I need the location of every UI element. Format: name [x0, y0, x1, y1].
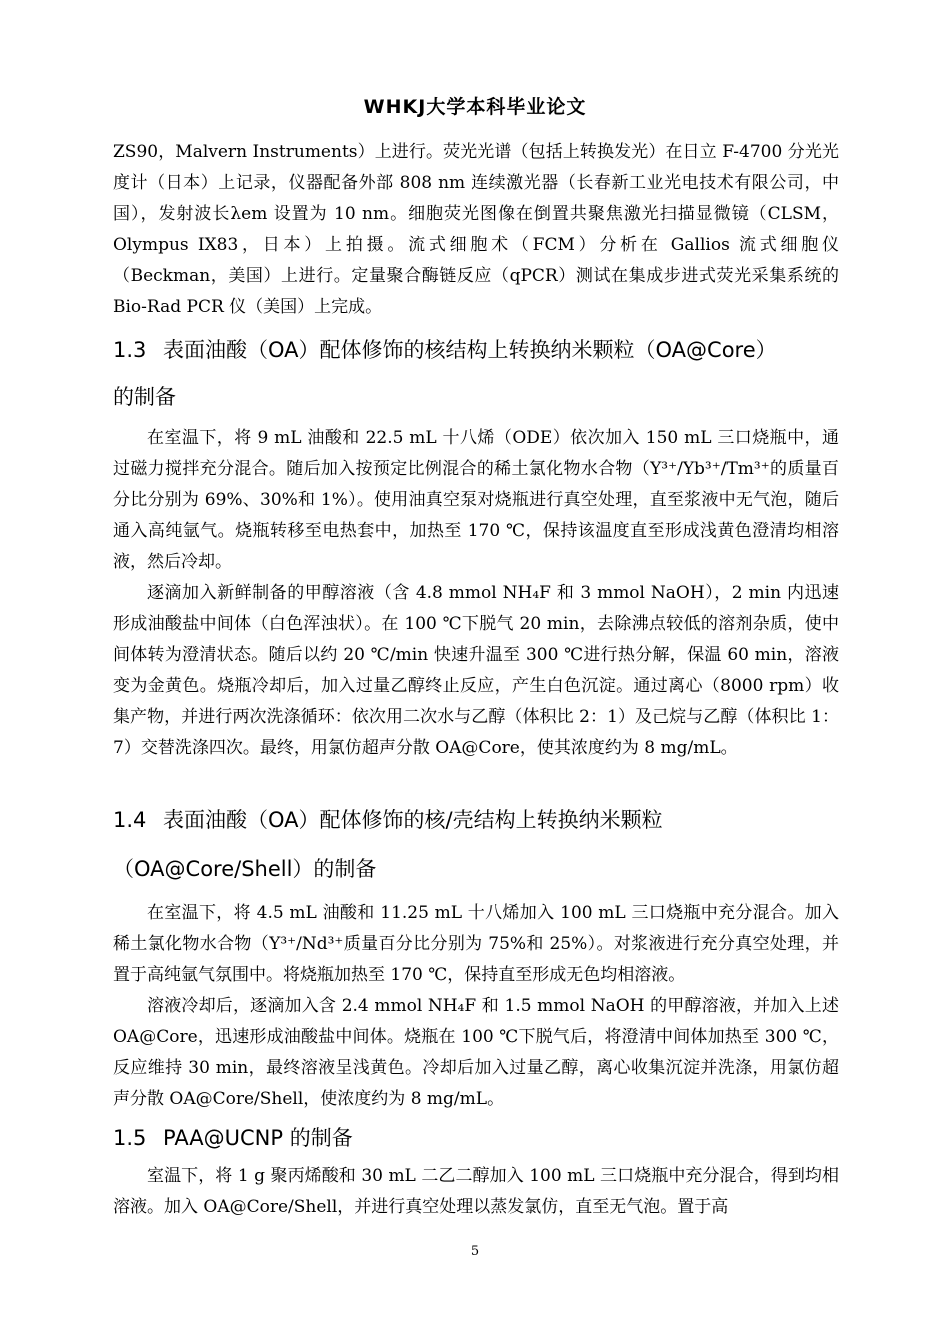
section-title: 表面油酸（OA）配体修饰的核/壳结构上转换纳米颗粒	[163, 808, 663, 832]
section-1-4-body	[113, 898, 839, 1115]
intro-text-block	[113, 137, 839, 323]
paragraph: ZS90，Malvern Instruments）上进行。荧光光谱（包括上转换发光）在日立 F-4700 分光光度计（日本）上记录，仪器配备外部 808 nm 连续激光器（长春新工业光电技术有限公司，中国），发射波长λem 设置为 10 nm。细胞荧光图像在倒置共聚焦激光扫描显微镜（CLSM，Olympus IX83，日本）上拍摄。流式细胞术（FCM）分析在 Gallios 流式细胞仪（Beckman，美国）上进行。定量聚合酶链反应（qPCR）测试在集成步进式荧光采集系统的 Bio-Rad PCR 仪（美国）上完成。	[113, 142, 839, 317]
section-number: 1.3	[113, 338, 147, 362]
section-title-continued: 的制备	[113, 385, 176, 409]
section-1-5-body	[113, 1161, 839, 1223]
paragraph: 逐滴加入新鲜制备的甲醇溶液（含 4.8 mmol NH₄F 和 3 mmol NaOH），2 min 内迅速形成油酸盐中间体（白色浑浊状）。在 100 ℃下脱气 20 min，去除沸点较低的溶剂杂质，使中间体转为澄清状态。随后以约 20 ℃/min 快速升温至 300 ℃进行热分解，保温 60 min，溶液变为金黄色。烧瓶冷却后，加入过量乙醇终止反应，产生白色沉淀。通过离心（8000 rpm）收集产物，并进行两次洗涤循环：依次用二次水与乙醇（体积比 2：1）及己烷与乙醇（体积比 1：7）交替洗涤四次。最终，用氯仿超声分散 OA@Core，使其浓度约为 8 mg/mL。	[113, 583, 839, 758]
section-title-continued: （OA@Core/Shell）的制备	[113, 857, 377, 881]
page-header: WHKJ大学本科毕业论文	[363, 96, 587, 118]
section-1-5-heading	[113, 1126, 839, 1151]
section-title: 表面油酸（OA）配体修饰的核结构上转换纳米颗粒（OA@Core）	[163, 338, 777, 362]
paragraph: 在室温下，将 9 mL 油酸和 22.5 mL 十八烯（ODE）依次加入 150 mL 三口烧瓶中，通过磁力搅拌充分混合。随后加入按预定比例混合的稀土氯化物水合物（Y³⁺/Yb³⁺/Tm³⁺的质量百分比分别为 69%、30%和 1%）。使用油真空泵对烧瓶进行真空处理，直至浆液中无气泡，随后通入高纯氩气。烧瓶转移至电热套中，加热至 170 ℃，保持该温度直至形成浅黄色澄清均相溶液，然后冷却。	[113, 428, 839, 572]
section-number: 1.5	[113, 1126, 147, 1150]
paragraph: 溶液冷却后，逐滴加入含 2.4 mmol NH₄F 和 1.5 mmol NaOH 的甲醇溶液，并加入上述 OA@Core，迅速形成油酸盐中间体。烧瓶在 100 ℃下脱气后，将澄清中间体加热至 300 ℃，反应维持 30 min，最终溶液呈浅黄色。冷却后加入过量乙醇，离心收集沉淀并洗涤，用氯仿超声分散 OA@Core/Shell，使浓度约为 8 mg/mL。	[113, 996, 839, 1109]
page-number: 5	[470, 1244, 480, 1259]
section-title: PAA@UCNP 的制备	[163, 1126, 353, 1150]
section-1-3-heading	[113, 338, 839, 410]
section-1-3-body	[113, 423, 839, 764]
paragraph: 室温下，将 1 g 聚丙烯酸和 30 mL 二乙二醇加入 100 mL 三口烧瓶中充分混合，得到均相溶液。加入 OA@Core/Shell，并进行真空处理以蒸发氯仿，直至无气泡。置于高	[113, 1166, 839, 1217]
section-1-4-heading	[113, 808, 839, 882]
paragraph: 在室温下，将 4.5 mL 油酸和 11.25 mL 十八烯加入 100 mL 三口烧瓶中充分混合。加入稀土氯化物水合物（Y³⁺/Nd³⁺质量百分比分别为 75%和 25%）。对浆液进行充分真空处理，并置于高纯氩气氛围中。将烧瓶加热至 170 ℃，保持直至形成无色均相溶液。	[113, 903, 839, 985]
section-number: 1.4	[113, 808, 147, 832]
